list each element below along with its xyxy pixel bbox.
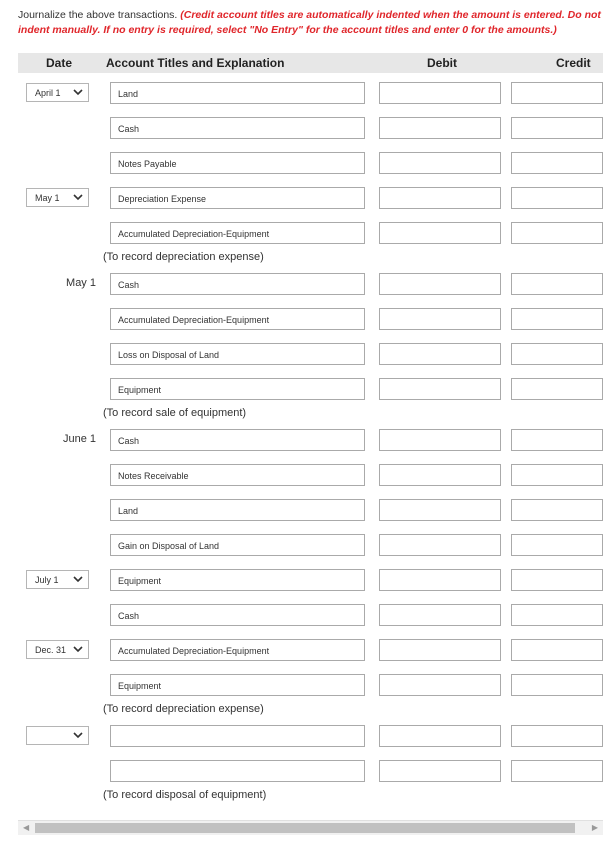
instructions-note: (Credit account titles are automatically indented when the amount is entered. Do not indent manually. If no entry is required, select "No Entry" for the account titles and enter 0 for the amounts.) — [18, 9, 601, 36]
account-title-field[interactable] — [110, 82, 365, 104]
credit-input[interactable] — [511, 569, 603, 591]
credit-input[interactable] — [511, 760, 603, 782]
account-title-field[interactable] — [110, 273, 365, 295]
credit-input[interactable] — [511, 187, 603, 209]
credit-input[interactable] — [511, 273, 603, 295]
date-select-value: July 1 — [35, 575, 59, 585]
header-account: Account Titles and Explanation — [106, 56, 285, 70]
date-select[interactable] — [26, 640, 89, 659]
credit-input[interactable] — [511, 222, 603, 244]
debit-input[interactable] — [379, 569, 501, 591]
account-title-text: Cash — [118, 124, 140, 134]
table-header — [18, 53, 603, 73]
scroll-left-icon[interactable]: ◀ — [23, 823, 30, 832]
account-title-field[interactable] — [110, 343, 365, 365]
account-title-text: Accumulated Depreciation-Equipment — [118, 229, 270, 239]
account-title-text: Land — [118, 89, 139, 99]
debit-input[interactable] — [379, 725, 501, 747]
credit-input[interactable] — [511, 534, 603, 556]
horizontal-scrollbar[interactable] — [18, 820, 603, 835]
account-title-text: Cash — [118, 280, 140, 290]
date-select-value: April 1 — [35, 88, 61, 98]
account-title-text: Loss on Disposal of Land — [118, 350, 220, 360]
credit-input[interactable] — [511, 604, 603, 626]
debit-input[interactable] — [379, 343, 501, 365]
account-title-field[interactable] — [110, 222, 365, 244]
date-select[interactable] — [26, 188, 89, 207]
credit-input[interactable] — [511, 725, 603, 747]
entry-note: (To record depreciation expense) — [103, 251, 264, 263]
account-title-field[interactable] — [110, 569, 365, 591]
entry-note: (To record disposal of equipment) — [103, 789, 267, 801]
credit-input[interactable] — [511, 343, 603, 365]
header-debit: Debit — [427, 56, 457, 70]
account-title-text: Depreciation Expense — [118, 194, 207, 204]
scroll-right-icon[interactable]: ▶ — [591, 823, 598, 832]
date-select-value: May 1 — [35, 193, 60, 203]
debit-input[interactable] — [379, 222, 501, 244]
date-label: June 1 — [62, 433, 96, 445]
credit-input[interactable] — [511, 429, 603, 451]
account-title-field[interactable] — [110, 639, 365, 661]
credit-input[interactable] — [511, 152, 603, 174]
scrollbar-thumb[interactable] — [35, 823, 575, 833]
account-title-field[interactable] — [110, 429, 365, 451]
account-title-field[interactable] — [110, 499, 365, 521]
account-title-text: Cash — [118, 436, 140, 446]
credit-input[interactable] — [511, 464, 603, 486]
account-title-text: Gain on Disposal of Land — [118, 541, 220, 551]
debit-input[interactable] — [379, 604, 501, 626]
debit-input[interactable] — [379, 273, 501, 295]
debit-input[interactable] — [379, 760, 501, 782]
debit-input[interactable] — [379, 639, 501, 661]
header-date: Date — [46, 56, 73, 70]
debit-input[interactable] — [379, 674, 501, 696]
chevron-down-icon — [73, 731, 83, 739]
account-title-field[interactable] — [110, 464, 365, 486]
account-title-field[interactable] — [110, 117, 365, 139]
date-select[interactable] — [26, 570, 89, 589]
account-title-text: Notes Payable — [118, 159, 177, 169]
account-title-field[interactable] — [110, 534, 365, 556]
credit-input[interactable] — [511, 639, 603, 661]
credit-input[interactable] — [511, 378, 603, 400]
chevron-down-icon — [73, 645, 83, 653]
instructions — [18, 8, 603, 38]
account-title-field[interactable] — [110, 187, 365, 209]
credit-input[interactable] — [511, 674, 603, 696]
debit-input[interactable] — [379, 534, 501, 556]
account-title-field[interactable] — [110, 604, 365, 626]
instructions-lead: Journalize the above transactions. — [18, 9, 181, 21]
debit-input[interactable] — [379, 499, 501, 521]
account-title-field[interactable] — [110, 760, 365, 782]
date-select[interactable] — [26, 726, 89, 745]
entry-note: (To record sale of equipment) — [103, 407, 247, 419]
credit-input[interactable] — [511, 117, 603, 139]
debit-input[interactable] — [379, 152, 501, 174]
account-title-text: Accumulated Depreciation-Equipment — [118, 315, 270, 325]
header-credit: Credit — [556, 56, 591, 70]
account-title-field[interactable] — [110, 674, 365, 696]
debit-input[interactable] — [379, 308, 501, 330]
debit-input[interactable] — [379, 117, 501, 139]
account-title-field[interactable] — [110, 725, 365, 747]
debit-input[interactable] — [379, 82, 501, 104]
credit-input[interactable] — [511, 82, 603, 104]
debit-input[interactable] — [379, 429, 501, 451]
chevron-down-icon — [73, 575, 83, 583]
chevron-down-icon — [73, 193, 83, 201]
debit-input[interactable] — [379, 464, 501, 486]
credit-input[interactable] — [511, 308, 603, 330]
debit-input[interactable] — [379, 378, 501, 400]
account-title-field[interactable] — [110, 378, 365, 400]
account-title-text: Equipment — [118, 385, 162, 395]
entry-note: (To record depreciation expense) — [103, 703, 264, 715]
date-select[interactable] — [26, 83, 89, 102]
credit-input[interactable] — [511, 499, 603, 521]
account-title-field[interactable] — [110, 308, 365, 330]
account-title-text: Notes Receivable — [118, 471, 189, 481]
account-title-field[interactable] — [110, 152, 365, 174]
date-label: May 1 — [66, 277, 96, 289]
account-title-text: Cash — [118, 611, 140, 621]
date-select-value: Dec. 31 — [35, 645, 67, 655]
account-title-text: Land — [118, 506, 139, 516]
debit-input[interactable] — [379, 187, 501, 209]
chevron-down-icon — [73, 88, 83, 96]
account-title-text: Accumulated Depreciation-Equipment — [118, 646, 270, 656]
account-title-text: Equipment — [118, 576, 162, 586]
account-title-text: Equipment — [118, 681, 162, 691]
